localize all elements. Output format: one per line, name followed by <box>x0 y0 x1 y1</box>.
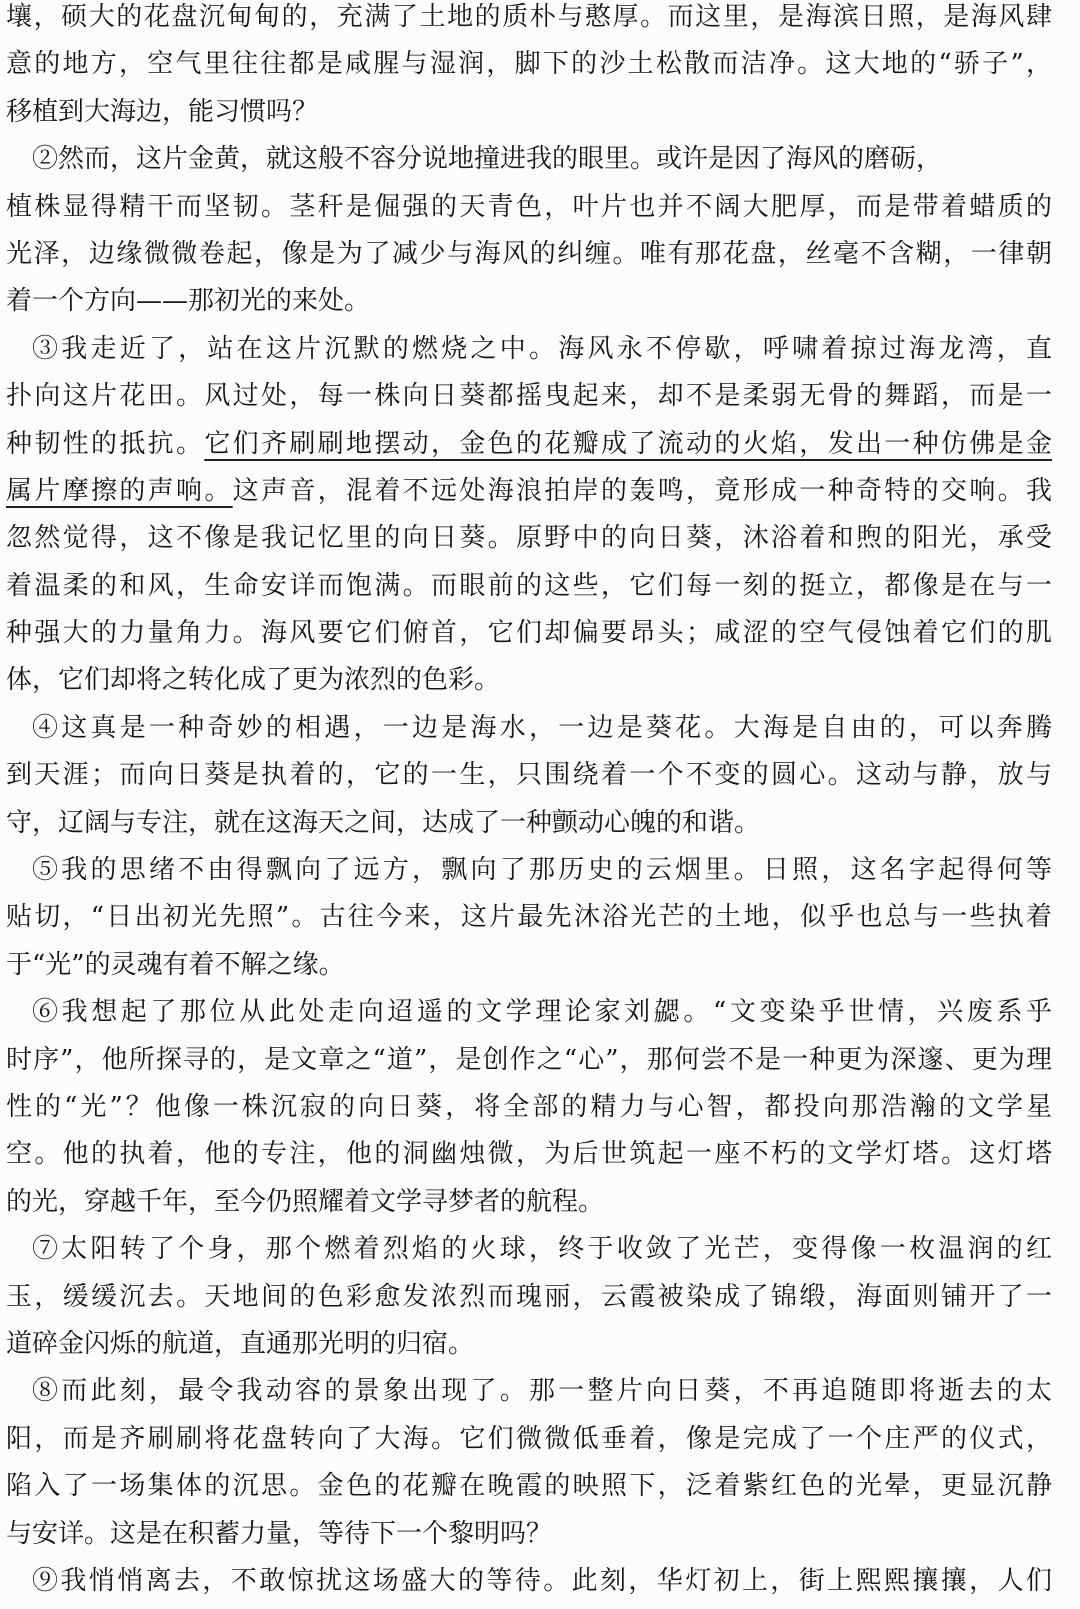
text-segment: 种韧性的抵抗。 <box>6 428 205 459</box>
text-line: 着一个方向——那初光的来处。 <box>6 286 371 317</box>
text-line: 空。他的执着，他的专注，他的洞幽烛微，为后世筑起一座不朽的文学灯塔。这灯塔 <box>6 1139 1052 1170</box>
text-line: 种强大的力量角力。海风要它们俯首，它们却偏要昂头；咸涩的空气侵蚀着它们的肌 <box>6 618 1052 649</box>
text-line: ④这真是一种奇妙的相遇，一边是海水，一边是葵花。大海是自由的，可以奔腾 <box>32 712 1052 743</box>
text-line: ⑥我想起了那位从此处走向迢遥的文学理论家刘勰。“文变染乎世情，兴废系乎 <box>32 997 1052 1028</box>
text-line: ⑤我的思绪不由得飘向了远方，飘向了那历史的云烟里。日照，这名字起得何等 <box>32 855 1052 886</box>
paragraph-2 <box>6 136 1052 326</box>
underlined-sentence: 属片摩擦的声响。 <box>6 475 233 506</box>
text-line: 光泽，边缘微微卷起，像是为了减少与海风的纠缠。唯有那花盘，丝毫不含糊，一律朝 <box>6 238 1052 269</box>
paragraph-6 <box>6 989 1052 1226</box>
text-line: 忽然觉得，这不像是我记忆里的向日葵。原野中的向日葵，沐浴着和煦的阳光，承受 <box>6 523 1052 554</box>
text-line <box>6 421 1052 468</box>
paragraph-7 <box>6 1226 1052 1368</box>
text-line: 陷入了一场集体的沉思。金色的花瓣在晚霞的映照下，泛着紫红色的光晕，更显沉静 <box>6 1471 1052 1502</box>
text-line: ③我走近了，站在这片沉默的燃烧之中。海风永不停歇，呼啸着掠过海龙湾，直 <box>32 333 1052 364</box>
text-line: ⑧而此刻，最令我动容的景象出现了。那一整片向日葵，不再追随即将逝去的太 <box>32 1376 1052 1407</box>
underlined-sentence: 它们齐刷刷地摆动，金色的花瓣成了流动的火焰，发出一种仿佛是金 <box>204 428 1052 459</box>
text-line: 移植到大海边，能习惯吗？ <box>6 96 319 127</box>
text-line: 着温柔的和风，生命安详而饱满。而眼前的这些，它们每一刻的挺立，都像是在与一 <box>6 570 1052 601</box>
paragraph-4 <box>6 705 1052 847</box>
text-line: 阳，而是齐刷刷将花盘转向了大海。它们微微低垂着，像是完成了一个庄严的仪式， <box>6 1423 1052 1454</box>
text-line: 意的地方，空气里往往都是咸腥与湿润，脚下的沙土松散而洁净。这大地的“骄子”， <box>6 49 1052 80</box>
text-line: 体，它们却将之转化成了更为浓烈的色彩。 <box>6 665 501 696</box>
text-line: ⑦太阳转了个身，那个燃着烈焰的火球，终于收敛了光芒，变得像一枚温润的红 <box>32 1234 1052 1265</box>
text-line: 与安详。这是在积蓄力量，等待下一个黎明吗？ <box>6 1518 553 1549</box>
paragraph-3 <box>6 326 1052 705</box>
text-line: 壤，硕大的花盘沉甸甸的，充满了土地的质朴与憨厚。而这里，是海滨日照，是海风肆 <box>6 2 1052 32</box>
text-line: 到天涯；而向日葵是执着的，它的一生，只围绕着一个不变的圆心。这动与静，放与 <box>6 760 1052 791</box>
text-line: 植株显得精干而坚韧。茎秆是倔强的天青色，叶片也并不阔大肥厚，而是带着蜡质的 <box>6 191 1052 222</box>
paragraph-8 <box>6 1368 1052 1558</box>
text-segment: 这声音，混着不远处海浪拍岸的轰鸣，竟形成一种奇特的交响。我 <box>232 475 1052 506</box>
text-line: 扑向这片花田。风过处，每一株向日葵都摇曳起来，却不是柔弱无骨的舞蹈，而是一 <box>6 381 1052 412</box>
text-line: 性的“光”？他像一株沉寂的向日葵，将全部的精力与心智，都投向那浩瀚的文学星 <box>6 1091 1052 1122</box>
text-line: 于“光”的灵魂有着不解之缘。 <box>6 949 345 980</box>
text-line <box>6 468 1052 515</box>
text-line: ⑨我悄悄离去，不敢惊扰这场盛大的等待。此刻，华灯初上，街上熙熙攘攘，人们 <box>32 1565 1052 1596</box>
text-line: 的光，穿越千年，至今仍照耀着文学寻梦者的航程。 <box>6 1186 605 1217</box>
text-line: 守，辽阔与专注，就在这海天之间，达成了一种颤动心魄的和谐。 <box>6 807 761 838</box>
paragraph-1-continued <box>6 0 1052 136</box>
paragraph-9 <box>6 1558 1052 1605</box>
paragraph-5 <box>6 847 1052 989</box>
text-line: ②然而，这片金黄，就这般不容分说地撞进我的眼里。或许是因了海风的磨砺， <box>32 144 943 175</box>
article-body <box>6 0 1052 1605</box>
text-line: 贴切，“日出初光先照”。古往今来，这片最先沐浴光芒的土地，似乎也总与一些执着 <box>6 902 1052 933</box>
text-line: 玉，缓缓沉去。天地间的色彩愈发浓烈而瑰丽，云霞被染成了锦缎，海面则铺开了一 <box>6 1281 1052 1312</box>
text-line: 道碎金闪烁的航道，直通那光明的归宿。 <box>6 1328 475 1359</box>
text-line: 时序”，他所探寻的，是文章之“道”，是创作之“心”，那何尝不是一种更为深邃、更为理 <box>6 1044 1052 1075</box>
